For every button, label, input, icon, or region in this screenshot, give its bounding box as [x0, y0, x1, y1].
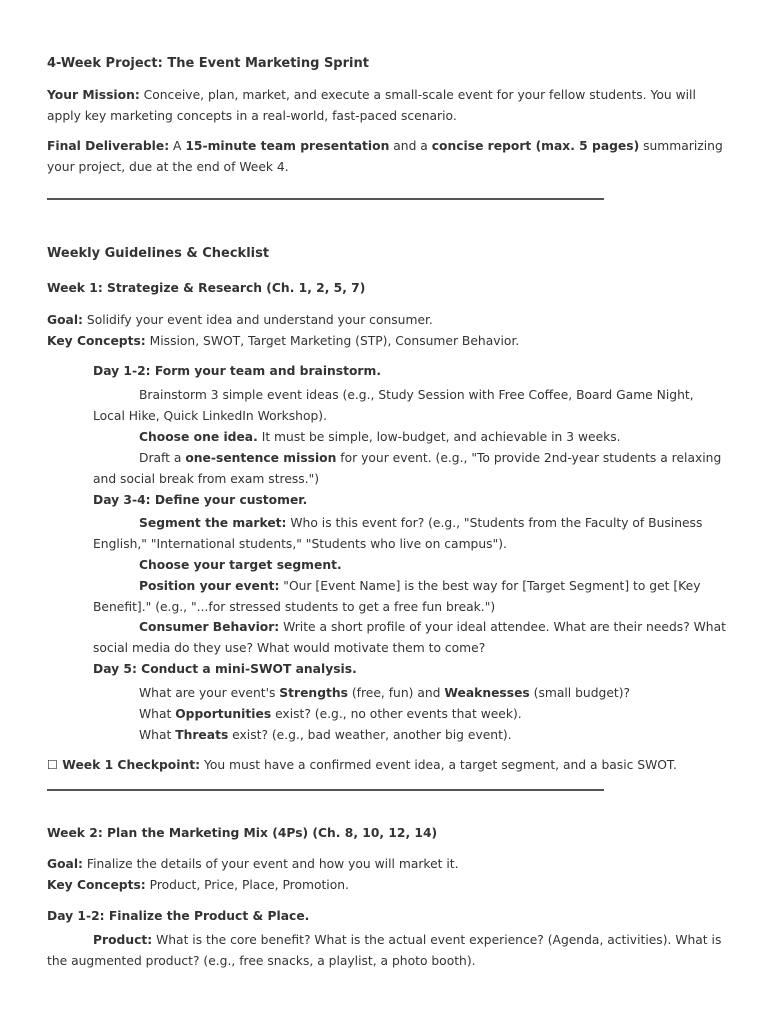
mission-text: Conceive, plan, market, and execute a small-scale event for your fellow students. You will apply key marketing concepts in a real-world, fast-paced scenario. [47, 88, 696, 123]
op-post: exist? (e.g., no other events that week). [271, 707, 522, 721]
deliverable-text-2: and a [389, 139, 432, 153]
sw-mid: (free, fun) and [347, 686, 445, 700]
divider [47, 198, 604, 200]
sw-pre: What are your event's [139, 686, 280, 700]
segment-bold: Segment the market: [139, 516, 287, 530]
list-item [93, 555, 727, 576]
consumer-behavior-text: Write a short profile of your ideal attendee. What are their needs? What social media do they use? What would motivate them to come? [93, 620, 726, 655]
th-post: exist? (e.g., bad weather, another big event). [228, 728, 512, 742]
list-item [47, 930, 727, 972]
week1-title-text: Week 1: Strategize & Research (Ch. 1, 2, 5, 7) [47, 281, 366, 295]
week2-concepts [47, 875, 727, 896]
mission-draft-bold: one-sentence mission [185, 451, 337, 465]
deliverable-text-3: summarizing your project, due at the end of Week 4. [47, 139, 723, 174]
mission-draft-text: for your event. (e.g., "To provide 2nd-year students a relaxing and social break from exam stress.") [93, 451, 722, 486]
week1-goal [47, 310, 727, 331]
week2-day12-title [47, 906, 727, 927]
project-title: 4-Week Project: The Event Marketing Sprint [47, 56, 369, 71]
list-item [93, 576, 727, 618]
list-item [93, 725, 727, 746]
sw-post: (small budget)? [529, 686, 631, 700]
week2-goal-text: Finalize the details of your event and how you will market it. [82, 857, 459, 871]
deliverable-label: Final Deliverable: [47, 139, 170, 153]
week1-title [47, 278, 727, 299]
week1-concepts [47, 331, 727, 352]
list-item [93, 617, 727, 659]
week1-day12-title-text: Day 1-2: Form your team and brainstorm. [93, 364, 381, 378]
opportunities-bold: Opportunities [175, 707, 272, 721]
week1-goal-label: Goal: [47, 313, 83, 327]
guidelines-title: Weekly Guidelines & Checklist [47, 246, 270, 261]
consumer-behavior-bold: Consumer Behavior: [139, 620, 280, 634]
deliverable-presentation: 15-minute team presentation [185, 139, 390, 153]
week1-checkpoint-label: Week 1 Checkpoint: [58, 758, 201, 772]
week1-goal-text: Solidify your event idea and understand your consumer. [82, 313, 433, 327]
week2-goal [47, 854, 727, 875]
deliverable-text-1: A [169, 139, 186, 153]
list-item [93, 683, 727, 704]
week2-concepts-text: Product, Price, Place, Promotion. [145, 878, 349, 892]
mission-draft-pre: Draft a [139, 451, 186, 465]
th-pre: What [139, 728, 176, 742]
deliverable-report: concise report (max. 5 pages) [431, 139, 640, 153]
week2-goal-label: Goal: [47, 857, 83, 871]
mission-paragraph [47, 85, 727, 127]
checkbox-icon[interactable]: ☐ [47, 758, 59, 772]
position-text: "Our [Event Name] is the best way for [Target Segment] to get [Key Benefit]." (e.g., "...for stressed students to get a free fun break.") [93, 579, 701, 614]
week1-concepts-label: Key Concepts: [47, 334, 146, 348]
week1-day34-title [93, 490, 727, 511]
choose-idea-text: It must be simple, low-budget, and achievable in 3 weeks. [257, 430, 621, 444]
position-bold: Position your event: [139, 579, 280, 593]
segment-text: Who is this event for? (e.g., "Students from the Faculty of Business English," "International students," "Students who live on campus"). [93, 516, 703, 551]
deliverable-paragraph [47, 136, 727, 178]
week1-day5-title [93, 659, 727, 680]
product-bold: Product: [93, 933, 153, 947]
target-bold: Choose your target segment. [139, 558, 342, 572]
product-text: What is the core benefit? What is the actual event experience? (Agenda, activities). What is the augmented product? (e.g., free snacks, a playlist, a photo booth). [47, 933, 722, 968]
divider [47, 789, 604, 791]
threats-bold: Threats [175, 728, 229, 742]
choose-idea-bold: Choose one idea. [139, 430, 258, 444]
list-item [93, 448, 727, 490]
list-item [93, 704, 727, 725]
week2-day12-title-text: Day 1-2: Finalize the Product & Place. [47, 909, 310, 923]
week1-day5-title-text: Day 5: Conduct a mini-SWOT analysis. [93, 662, 357, 676]
strengths-bold: Strengths [279, 686, 348, 700]
week2-title [47, 823, 727, 844]
week1-checkpoint [47, 755, 727, 776]
week1-day12-title [93, 361, 727, 382]
list-item [93, 427, 727, 448]
op-pre: What [139, 707, 176, 721]
weaknesses-bold: Weaknesses [444, 686, 530, 700]
list-item: Brainstorm 3 simple event ideas (e.g., Study Session with Free Coffee, Board Game Night, Local Hike, Quick LinkedIn Workshop). [93, 388, 694, 423]
week1-checkpoint-text: You must have a confirmed event idea, a target segment, and a basic SWOT. [200, 758, 677, 772]
week2-title-text: Week 2: Plan the Marketing Mix (4Ps) (Ch. 8, 10, 12, 14) [47, 826, 438, 840]
mission-label: Your Mission: [47, 88, 140, 102]
list-item [93, 513, 727, 555]
week1-concepts-text: Mission, SWOT, Target Marketing (STP), Consumer Behavior. [145, 334, 520, 348]
week2-concepts-label: Key Concepts: [47, 878, 146, 892]
week1-day34-title-text: Day 3-4: Define your customer. [93, 493, 308, 507]
